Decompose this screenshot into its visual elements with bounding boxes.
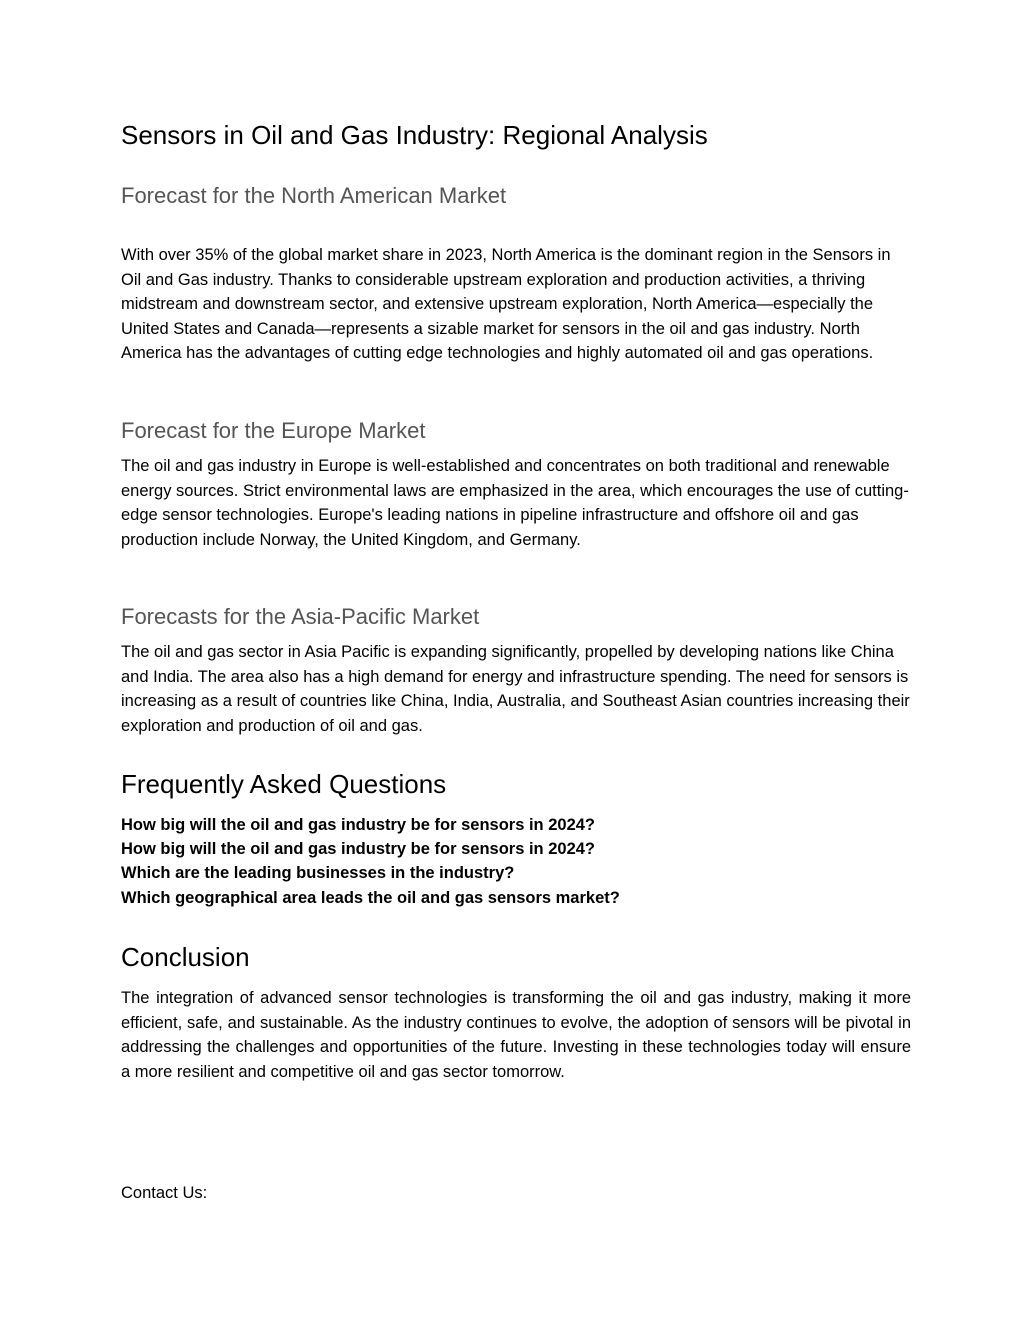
- north-america-paragraph: With over 35% of the global market share in 2023, North America is the dominant region in the Sensors in Oil and Gas industry. Thanks to considerable upstream exploration and production activities, a thriving midstream and downstream sector, and extensive upstream exploration, North America—especially the United States and Canada—represents a sizable market for sensors in the oil and gas industry. North America has the advantages of cutting edge technologies and highly automated oil and gas operations.: [121, 246, 891, 363]
- north-america-heading: Forecast for the North American Market: [121, 183, 507, 208]
- europe-paragraph: The oil and gas industry in Europe is well-established and concentrates on both traditional and renewable energy sources. Strict environmental laws are emphasized in the area, which encourages the use of cutting-edge sensor technologies. Europe's leading nations in pipeline infrastructure and offshore oil and gas production include Norway, the United Kingdom, and Germany.: [121, 457, 909, 549]
- faq-question: Which geographical area leads the oil and gas sensors market?: [121, 888, 620, 907]
- faq-heading: Frequently Asked Questions: [121, 769, 447, 799]
- contact-label: Contact Us:: [121, 1184, 208, 1202]
- conclusion-heading: Conclusion: [121, 942, 250, 972]
- faq-question: Which are the leading businesses in the industry?: [121, 864, 515, 883]
- faq-question: How big will the oil and gas industry be for sensors in 2024?: [121, 816, 596, 834]
- europe-heading: Forecast for the Europe Market: [121, 418, 426, 443]
- faq-question: How big will the oil and gas industry be for sensors in 2024?: [121, 840, 596, 859]
- faq-list: [121, 813, 620, 910]
- asia-pacific-paragraph: The oil and gas sector in Asia Pacific is expanding significantly, propelled by developing nations like China and India. The area also has a high demand for energy and infrastructure spending. The need for sensors is increasing as a result of countries like China, India, Australia, and Southeast Asian countries increasing their exploration and production of oil and gas.: [121, 643, 910, 735]
- document-title: Sensors in Oil and Gas Industry: Regional Analysis: [121, 120, 708, 150]
- conclusion-paragraph: The integration of advanced sensor technologies is transforming the oil and gas industry, making it more efficient, safe, and sustainable. As the industry continues to evolve, the adoption of sensors will be pivotal in addressing the challenges and opportunities of the future. Investing in these technologies today will ensure a more resilient and competitive oil and gas sector tomorrow.: [121, 989, 911, 1081]
- asia-pacific-heading: Forecasts for the Asia-Pacific Market: [121, 604, 480, 629]
